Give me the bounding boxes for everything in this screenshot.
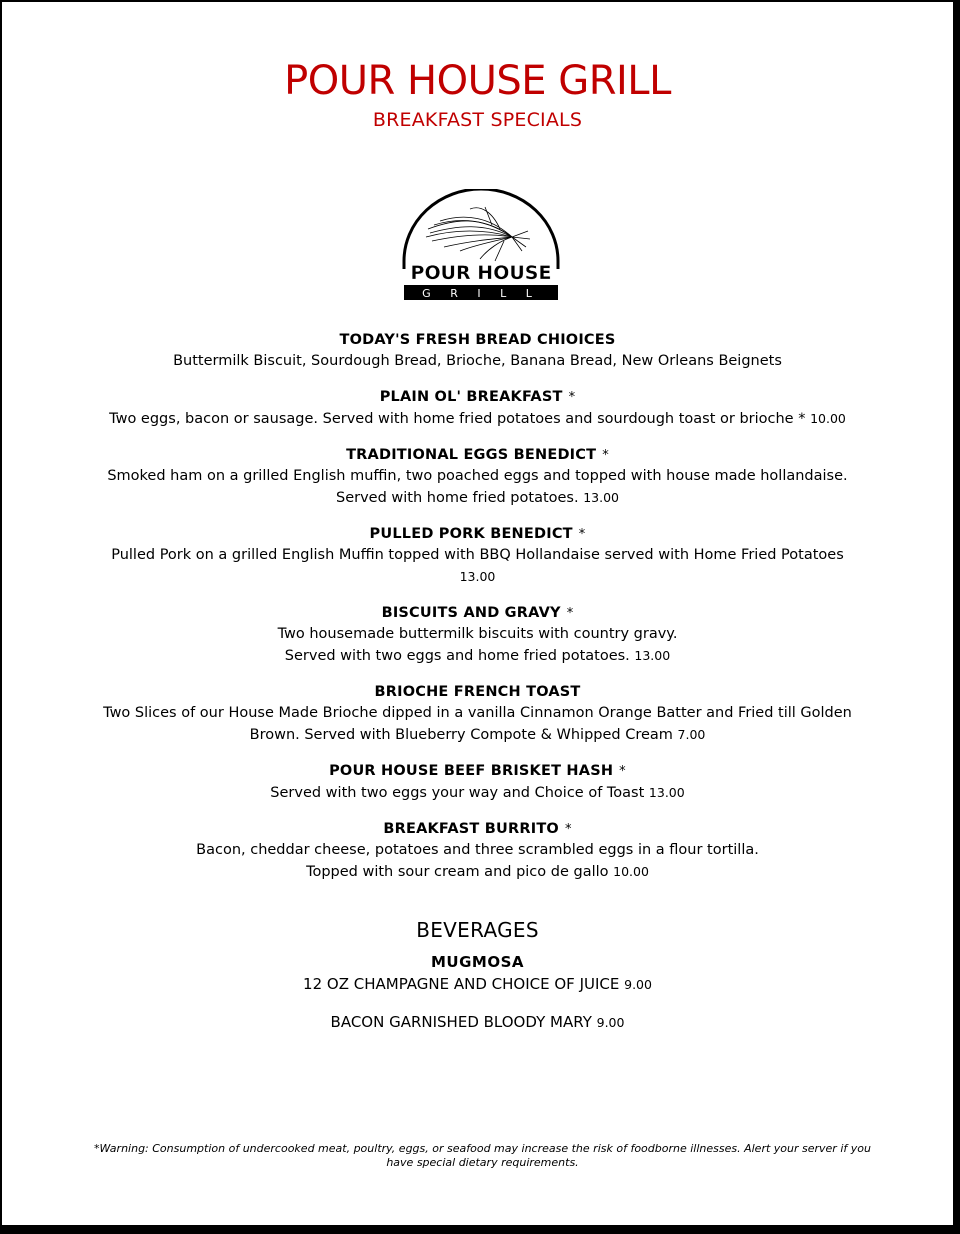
- item-description: Two Slices of our House Made Brioche dipped in a vanilla Cinnamon Orange Batter and Fried till Golden: [103, 705, 852, 721]
- item-price: 13.00: [583, 490, 619, 505]
- beverage-price: 9.00: [596, 1015, 625, 1030]
- menu-item: [2, 387, 953, 430]
- item-name: PULLED PORK BENEDICT: [369, 526, 573, 542]
- beverage-description: 12 OZ CHAMPAGNE AND CHOICE OF JUICE: [303, 975, 625, 993]
- item-name: BRIOCHE FRENCH TOAST: [374, 684, 581, 700]
- beverages-heading: BEVERAGES: [416, 918, 539, 942]
- menu-item: [2, 524, 953, 588]
- logo-subtext: G R I L L: [422, 287, 540, 300]
- item-name: POUR HOUSE BEEF BRISKET HASH: [329, 763, 614, 779]
- item-description: Bacon, cheddar cheese, potatoes and three scrambled eggs in a flour tortilla.: [196, 842, 759, 858]
- menu-item: [2, 761, 953, 804]
- item-description: Served with two eggs and home fried potatoes.: [284, 648, 635, 664]
- item-price: 10.00: [810, 411, 846, 426]
- item-price: 7.00: [677, 727, 706, 742]
- restaurant-logo: [400, 189, 562, 303]
- item-name: PLAIN OL' BREAKFAST: [379, 389, 563, 405]
- logo-text: POUR HOUSE: [410, 262, 552, 284]
- item-description: Two eggs, bacon or sausage. Served with home fried potatoes and sourdough toast or brioche *: [109, 411, 811, 427]
- restaurant-title: POUR HOUSE GRILL: [284, 58, 671, 104]
- item-description: Pulled Pork on a grilled English Muffin topped with BBQ Hollandaise served with Home Fried Potatoes: [111, 547, 844, 563]
- undercooked-warning-star: *: [619, 764, 626, 779]
- undercooked-warning-star: *: [602, 448, 609, 463]
- item-price: 13.00: [634, 648, 671, 663]
- menu-item: [2, 445, 953, 509]
- undercooked-warning-star: *: [568, 390, 576, 405]
- item-price: 10.00: [613, 864, 649, 879]
- menu-list: [2, 330, 953, 898]
- item-description: Buttermilk Biscuit, Sourdough Bread, Brioche, Banana Bread, New Orleans Beignets: [173, 353, 782, 369]
- menu-item: [2, 819, 953, 883]
- beverage-item: [2, 1011, 953, 1034]
- item-name: BISCUITS AND GRAVY: [381, 605, 561, 621]
- item-description: Brown. Served with Blueberry Compote & Whipped Cream: [249, 727, 678, 743]
- item-name: TODAY'S FRESH BREAD CHIOICES: [339, 332, 616, 348]
- item-description: Served with two eggs your way and Choice of Toast: [270, 785, 649, 801]
- undercooked-warning-star: *: [566, 606, 574, 621]
- beverage-description: BACON GARNISHED BLOODY MARY: [330, 1013, 597, 1031]
- fishing-fly-icon: [400, 189, 562, 303]
- undercooked-warning-star: *: [578, 527, 586, 542]
- item-description: Two housemade buttermilk biscuits with country gravy.: [277, 626, 678, 642]
- menu-item: [2, 330, 953, 372]
- menu-subtitle: BREAKFAST SPECIALS: [372, 109, 583, 131]
- item-description: Served with home fried potatoes.: [335, 490, 584, 506]
- item-price: 13.00: [459, 569, 496, 584]
- menu-item: [2, 603, 953, 667]
- menu-page: [2, 2, 953, 1225]
- item-price: 13.00: [648, 785, 685, 800]
- item-description: Smoked ham on a grilled English muffin, two poached eggs and topped with house made hollandaise.: [107, 468, 848, 484]
- beverage-price: 9.00: [624, 977, 652, 992]
- menu-item: [2, 682, 953, 746]
- item-description: Topped with sour cream and pico de gallo: [306, 864, 614, 880]
- beverage-name: MUGMOSA: [430, 953, 524, 971]
- item-name: TRADITIONAL EGGS BENEDICT: [346, 447, 597, 463]
- beverage-item: [2, 952, 953, 996]
- undercooked-warning-star: *: [564, 822, 572, 837]
- food-safety-warning: *Warning: Consumption of undercooked meat, poultry, eggs, or seafood may increase the risk of foodborne illnesses. Alert your server if you have special dietary requirements.: [94, 1142, 871, 1169]
- item-name: BREAKFAST BURRITO: [383, 821, 559, 837]
